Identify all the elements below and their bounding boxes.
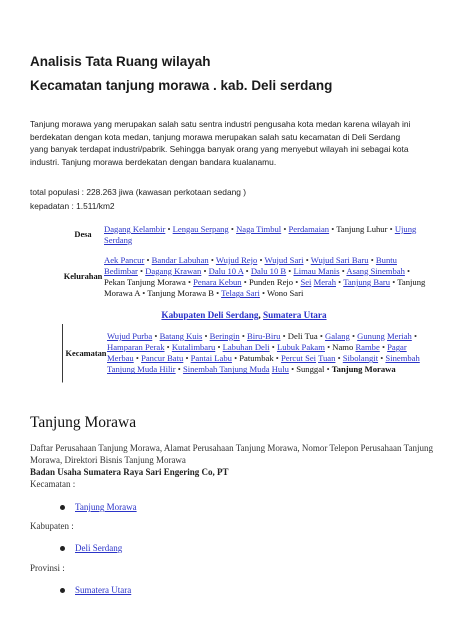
- kelurahan-row: [62, 249, 426, 306]
- kecamatan-link[interactable]: Sinembah Tanjung Muda Hilir: [107, 353, 420, 375]
- kabupaten-value-link[interactable]: Deli Serdang: [75, 543, 123, 553]
- kecamatan-plain: Sunggal: [296, 364, 325, 375]
- kabupaten-header: [62, 310, 426, 321]
- kelurahan-link[interactable]: Wujud Sari: [264, 254, 304, 265]
- kecamatan-value-link[interactable]: Tanjung Morawa: [75, 502, 137, 512]
- kecamatan-link[interactable]: Gunung: [357, 330, 385, 341]
- kecamatan-link[interactable]: Biru-Biru: [247, 330, 281, 341]
- kabupaten-link[interactable]: Kabupaten Deli Serdang: [161, 310, 259, 320]
- kelurahan-link[interactable]: Wujud Rejo: [215, 254, 258, 265]
- kelurahan-link[interactable]: Limau Manis: [293, 265, 340, 276]
- kecamatan-link[interactable]: Labuhan Deli: [222, 342, 270, 352]
- kelurahan-link[interactable]: Dagang Krawan: [145, 265, 202, 276]
- desa-link[interactable]: Dagang Kelambir: [104, 223, 166, 234]
- intro-paragraph: Tanjung morawa yang merupakan salah satu sentra industri pengusaha kota medan karena wilayah ini berdekatan dengan kota medan, tanjung morawa merupakan salah satu kecamatan di Deli Serdang yang banyak terdapat industri/pabrik. Sehingga banyak orang yang menyebut wilayah ini sebagai kota industri. Tanjung morawa berdekatan dengan bandara kualanamu.: [30, 119, 411, 167]
- provinsi-list-item: [60, 584, 131, 596]
- kelurahan-link[interactable]: Bandar Labuhan: [151, 254, 209, 265]
- kelurahan-link[interactable]: Buntu Bedimbar: [104, 254, 397, 276]
- section-heading: Tanjung Morawa: [30, 414, 137, 431]
- kelurahan-link[interactable]: Telaga Sari: [221, 288, 260, 299]
- kecamatan-plain: Patumbak: [239, 353, 274, 364]
- document-title: Analisis Tata Ruang wilayah: [30, 54, 211, 69]
- kecamatan-link[interactable]: Galang: [324, 330, 350, 341]
- bullet-icon: [60, 546, 65, 551]
- desa-plain: Tanjung Luhur: [336, 223, 388, 234]
- desa-link[interactable]: Ujung Serdang: [104, 223, 417, 245]
- kelurahan-link[interactable]: Aek Pancur: [104, 254, 145, 265]
- kelurahan-label: Kelurahan: [63, 272, 103, 282]
- density-text: kepadatan : 1.511/km2: [30, 201, 115, 211]
- desa-link[interactable]: Lengau Serpang: [172, 223, 229, 234]
- kecamatan-plain: Deli Tua: [287, 330, 318, 341]
- kecamatan-link[interactable]: Meriah: [387, 330, 412, 341]
- kabupaten-header-separator: ,: [258, 310, 261, 320]
- kecamatan-link[interactable]: Pagar Merbau: [107, 342, 407, 364]
- section-description: Daftar Perusahaan Tanjung Morawa, Alamat Perusahaan Tanjung Morawa, Nomor Telepon Perusahaan Tanjung Morawa, Direktori Bisnis Tanjung Morawa: [30, 443, 433, 466]
- kecamatan-link[interactable]: Hulu: [271, 364, 289, 375]
- kelurahan-link[interactable]: Dalu 10 B: [250, 265, 287, 276]
- kecamatan-link[interactable]: Pancur Batu: [141, 353, 184, 364]
- kelurahan-link[interactable]: Tanjung Baru: [343, 277, 391, 287]
- bullet-icon: [60, 505, 65, 510]
- kecamatan-link[interactable]: Batang Kuis: [159, 330, 203, 341]
- kelurahan-plain: Pekan Tanjung Morawa: [104, 277, 186, 287]
- kecamatan-link[interactable]: Beringin: [209, 330, 240, 341]
- document-subtitle: Kecamatan tanjung morawa . kab. Deli serdang: [30, 78, 333, 93]
- kecamatan-link[interactable]: Tuan: [318, 353, 336, 364]
- kecamatan-link[interactable]: Wujud Purba: [107, 330, 153, 341]
- desa-row: [62, 224, 426, 247]
- province-link[interactable]: Sumatera Utara: [263, 310, 327, 320]
- kecamatan-link[interactable]: Pantai Labu: [190, 353, 232, 364]
- kecamatan-link[interactable]: Kutalimbaru: [171, 342, 216, 352]
- desa-link[interactable]: Naga Timbul: [236, 223, 282, 234]
- provinsi-value-link[interactable]: Sumatera Utara: [75, 585, 132, 595]
- kabupaten-field-label: Kabupaten :: [30, 521, 74, 531]
- desa-list: Dagang Kelambir • Lengau Serpang • Naga Timbul • Perdamaian • Tanjung Luhur • Ujung Serdang: [104, 223, 417, 245]
- kecamatan-label: Kecamatan: [65, 348, 107, 358]
- population-text: total populasi : 228.263 jiwa (kawasan perkotaan sedang ): [30, 187, 247, 197]
- kelurahan-plain: Wono Sari: [267, 288, 304, 299]
- kecamatan-link[interactable]: Sinembah Tanjung Muda: [182, 364, 270, 375]
- kecamatan-link[interactable]: Sibolangit: [342, 353, 379, 364]
- kelurahan-link[interactable]: Merah: [313, 277, 337, 287]
- kelurahan-plain: Tanjung Morawa B: [147, 288, 214, 299]
- kecamatan-row: [62, 324, 426, 383]
- kecamatan-current: Tanjung Morawa: [331, 364, 396, 375]
- desa-link[interactable]: Perdamaian: [288, 223, 330, 234]
- kecamatan-field-label: Kecamatan :: [30, 479, 76, 489]
- kecamatan-link[interactable]: Hamparan Perak: [107, 342, 165, 352]
- kelurahan-link[interactable]: Asang Sinembah: [346, 265, 405, 276]
- kecamatan-list-item: [60, 501, 137, 513]
- company-name: Badan Usaha Sumatera Raya Sari Engering Co, PT: [30, 467, 229, 477]
- kecamatan-link[interactable]: Lubuk Pakam: [276, 342, 325, 352]
- kelurahan-link[interactable]: Sei: [300, 277, 312, 287]
- kelurahan-link[interactable]: Wujud Sari Baru: [310, 254, 369, 265]
- desa-label: Desa: [74, 230, 92, 240]
- bullet-icon: [60, 588, 65, 593]
- kecamatan-list: Wujud Purba • Batang Kuis • Beringin • Biru-Biru • Deli Tua • Galang • Gunung Meriah • Hamparan Perak • Kutalimbaru • Labuhan Deli • Lubuk Pakam • Namo Rambe • Pagar Merbau • Pancur Batu • Pantai Labu • Patumbak • Percut Sei Tuan • Sibolangit • Sinembah Tanjung Muda Hilir • Sinembah Tanjung Muda Hulu • Sunggal • Tanjung Morawa: [107, 330, 420, 375]
- kelurahan-list: Aek Pancur • Bandar Labuhan • Wujud Rejo • Wujud Sari • Wujud Sari Baru • Buntu Bedimbar • Dagang Krawan • Dalu 10 A • Dalu 10 B • Limau Manis • Asang Sinembah • Pekan Tanjung Morawa • Penara Kebun • Punden Rejo • Sei Merah • Tanjung Baru • Tanjung Morawa A • Tanjung Morawa B • Telaga Sari • Wono Sari: [104, 254, 426, 299]
- kelurahan-plain: Tanjung Morawa A: [104, 277, 426, 299]
- region-infobox: [62, 224, 426, 383]
- kecamatan-link[interactable]: Percut Sei: [280, 353, 317, 364]
- kelurahan-link[interactable]: Penara Kebun: [193, 277, 242, 287]
- kecamatan-plain: Namo: [332, 342, 354, 352]
- provinsi-field-label: Provinsi :: [30, 563, 65, 573]
- kelurahan-plain: Punden Rejo: [248, 277, 294, 287]
- kabupaten-list-item: [60, 542, 122, 554]
- kelurahan-link[interactable]: Dalu 10 A: [208, 265, 244, 276]
- kecamatan-link[interactable]: Rambe: [355, 342, 380, 352]
